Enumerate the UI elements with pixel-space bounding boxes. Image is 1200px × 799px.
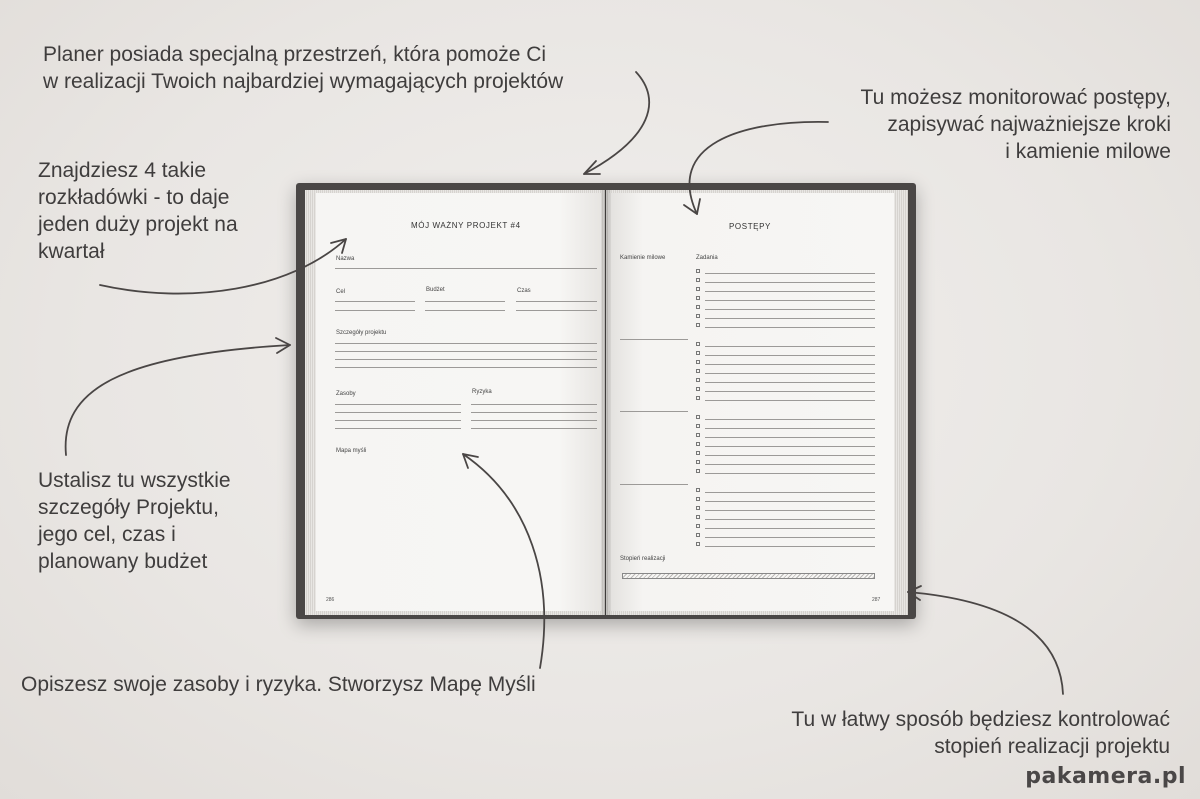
callout-right-top: Tu możesz monitorować postępy, zapisywać najważniejsze kroki i kamienie milowe [860,86,1171,163]
name-label: Nazwa [336,256,355,262]
right-page-title: POSTĘPY [729,222,771,231]
details-label: Szczegóły projektu [336,330,387,336]
risks-label: Ryzyka [472,389,492,395]
callout-right-bottom: Tu w łatwy sposób będziesz kontrolować stopień realizacji projektu [791,708,1170,758]
progress-label: Stopień realizacji [620,556,666,562]
watermark-logo: pakamera.pl [1025,764,1186,789]
left-page-title: MÓJ WAŻNY PROJEKT #4 [411,221,521,230]
arrow-bottom [463,454,544,668]
time-label: Czas [517,288,531,294]
right-page-number: 287 [872,597,881,603]
tasks-label: Zadania [696,255,718,261]
milestones-label: Kamienie milowe [620,255,666,261]
goal-label: Cel [336,289,346,295]
budget-label: Budżet [426,287,445,293]
callout-left-bottom: Ustalisz tu wszystkie szczegóły Projektu, jego cel, czas i planowany budżet [38,469,231,573]
mindmap-label: Mapa myśli [336,448,367,454]
arrow-top [584,72,649,174]
callout-top: Planer posiada specjalną przestrzeń, która pomoże Ci w realizacji Twoich najbardziej wymagających projektów [43,43,564,93]
callout-bottom: Opiszesz swoje zasoby i ryzyka. Stworzysz Mapę Myśli [21,673,536,696]
arrow-right-top [689,122,828,214]
callout-left-top: Znajdziesz 4 takie rozkładówki - to daje jeden duży projekt na kwartał [38,159,238,263]
resources-label: Zasoby [336,391,356,397]
arrow-right-bottom [908,592,1063,694]
arrow-left-bottom [66,345,290,455]
left-page-number: 286 [326,597,335,603]
